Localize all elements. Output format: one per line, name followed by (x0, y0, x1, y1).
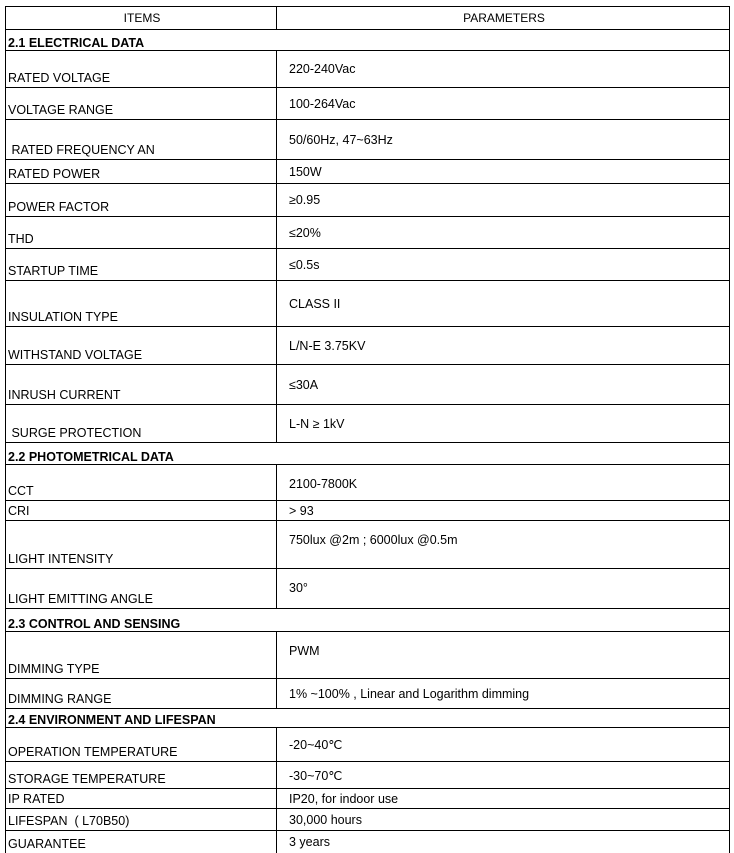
spec-table (5, 6, 730, 853)
spec-row (6, 569, 730, 609)
spec-row (6, 501, 730, 521)
spec-row (6, 217, 730, 249)
parameter-value: 2100-7800K (277, 465, 730, 501)
section-title: 2.2 PHOTOMETRICAL DATA (6, 443, 730, 465)
header-row (6, 7, 730, 30)
section-title: 2.3 CONTROL AND SENSING (6, 609, 730, 632)
spec-row (6, 281, 730, 327)
spec-row (6, 405, 730, 443)
parameter-value: 50/60Hz, 47~63Hz (277, 120, 730, 160)
section-row (6, 609, 730, 632)
item-label: DIMMING TYPE (6, 632, 277, 679)
section-row (6, 443, 730, 465)
parameter-value: ≤0.5s (277, 249, 730, 281)
item-label: RATED VOLTAGE (6, 51, 277, 88)
item-label: STARTUP TIME (6, 249, 277, 281)
parameter-value: ≤20% (277, 217, 730, 249)
parameter-value: 1% ~100% , Linear and Logarithm dimming (277, 679, 730, 709)
spec-row (6, 327, 730, 365)
spec-row (6, 679, 730, 709)
spec-row (6, 632, 730, 679)
item-label: LIGHT EMITTING ANGLE (6, 569, 277, 609)
section-title: 2.4 ENVIRONMENT AND LIFESPAN (6, 709, 730, 728)
item-label: WITHSTAND VOLTAGE (6, 327, 277, 365)
section-row (6, 709, 730, 728)
spec-row (6, 762, 730, 789)
item-label: CRI (6, 501, 277, 521)
section-row (6, 30, 730, 51)
item-label: VOLTAGE RANGE (6, 88, 277, 120)
parameters-header: PARAMETERS (277, 7, 730, 30)
item-label: LIFESPAN ( L70B50) (6, 809, 277, 831)
item-label: LIGHT INTENSITY (6, 521, 277, 569)
parameter-value: > 93 (277, 501, 730, 521)
item-label: THD (6, 217, 277, 249)
item-label: GUARANTEE (6, 831, 277, 853)
parameter-value: 150W (277, 160, 730, 184)
item-label: INRUSH CURRENT (6, 365, 277, 405)
spec-row (6, 365, 730, 405)
item-label: POWER FACTOR (6, 184, 277, 217)
spec-row (6, 728, 730, 762)
parameter-value: 30,000 hours (277, 809, 730, 831)
item-label: RATED FREQUENCY AN (6, 120, 277, 160)
spec-row (6, 160, 730, 184)
parameter-value: 3 years (277, 831, 730, 853)
parameter-value: CLASS II (277, 281, 730, 327)
item-label: OPERATION TEMPERATURE (6, 728, 277, 762)
spec-row (6, 809, 730, 831)
parameter-value: -30~70℃ (277, 762, 730, 789)
item-label: CCT (6, 465, 277, 501)
spec-row (6, 184, 730, 217)
parameter-value: ≤30A (277, 365, 730, 405)
parameter-value: 30° (277, 569, 730, 609)
item-label: DIMMING RANGE (6, 679, 277, 709)
items-header: ITEMS (6, 7, 277, 30)
spec-row (6, 51, 730, 88)
spec-table-body (6, 7, 730, 853)
item-label: STORAGE TEMPERATURE (6, 762, 277, 789)
parameter-value: PWM (277, 632, 730, 679)
spec-row (6, 831, 730, 853)
parameter-value: 100-264Vac (277, 88, 730, 120)
item-label: RATED POWER (6, 160, 277, 184)
spec-row (6, 120, 730, 160)
spec-row (6, 249, 730, 281)
spec-row (6, 88, 730, 120)
parameter-value: L-N ≥ 1kV (277, 405, 730, 443)
parameter-value: IP20, for indoor use (277, 789, 730, 809)
spec-row (6, 789, 730, 809)
spec-row (6, 521, 730, 569)
parameter-value: 220-240Vac (277, 51, 730, 88)
parameter-value: ≥0.95 (277, 184, 730, 217)
item-label: IP RATED (6, 789, 277, 809)
section-title: 2.1 ELECTRICAL DATA (6, 30, 730, 51)
parameter-value: -20~40℃ (277, 728, 730, 762)
item-label: SURGE PROTECTION (6, 405, 277, 443)
parameter-value: 750lux @2m ; 6000lux @0.5m (277, 521, 730, 569)
spec-row (6, 465, 730, 501)
parameter-value: L/N-E 3.75KV (277, 327, 730, 365)
item-label: INSULATION TYPE (6, 281, 277, 327)
